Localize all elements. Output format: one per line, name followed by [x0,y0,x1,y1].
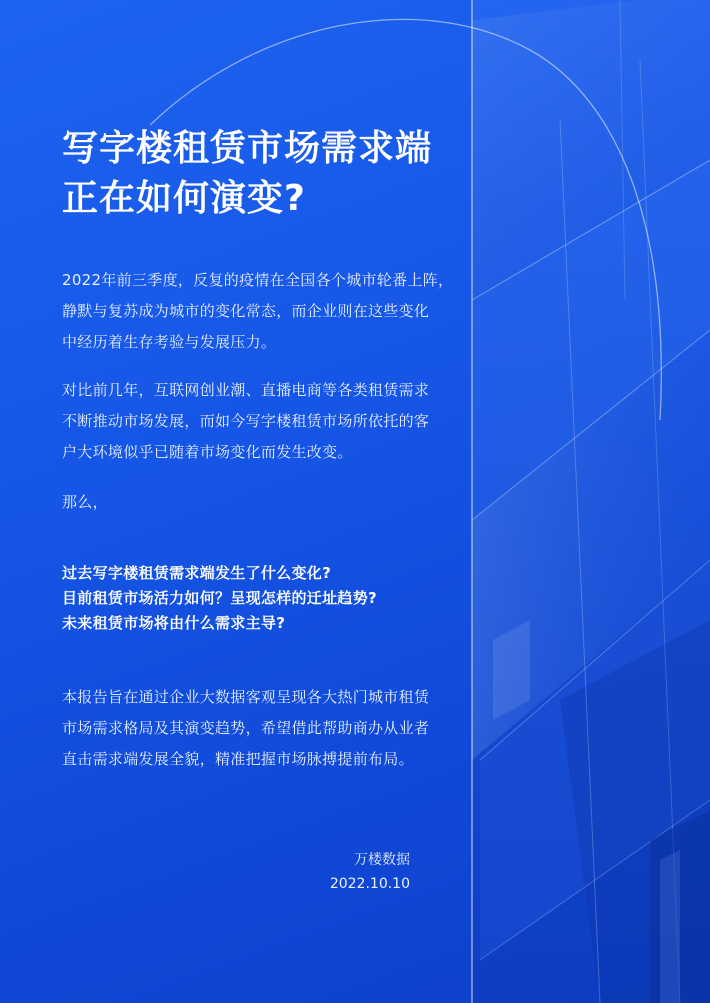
page-title [62,124,432,224]
signature-block [300,848,410,896]
context-paragraph [62,375,452,468]
purpose-line-2: 市场需求格局及其演变趋势，希望借此帮助商办从业者 [62,719,430,737]
key-questions-list [62,561,377,636]
question-item: 未来租赁市场将由什么需求主导? [62,614,286,632]
intro-line-1: 2022年前三季度，反复的疫情在全国各个城市轮番上阵， [62,271,454,289]
publish-date: 2022.10.10 [329,876,410,892]
context-line-3: 户大环境似乎已随着市场变化而发生改变。 [62,443,353,461]
purpose-paragraph [62,682,452,775]
intro-paragraph [62,265,452,358]
purpose-line-3: 直击需求端发展全貌，精准把握市场脉搏提前布局。 [62,750,414,768]
context-line-2: 不断推动市场发展，而如今写字楼租赁市场所依托的客 [62,412,430,430]
author-name: 万楼数据 [354,852,410,868]
title-line-2: 正在如何演变? [62,178,306,219]
context-line-1: 对比前几年，互联网创业潮、直播电商等各类租赁需求 [62,381,430,399]
purpose-line-1: 本报告旨在通过企业大数据客观呈现各大热门城市租赁 [62,688,430,706]
intro-line-2: 静默与复苏成为城市的变化常态，而企业则在这些变化 [62,302,430,320]
question-item: 目前租赁市场活力如何？呈现怎样的迁址趋势? [62,589,378,607]
question-item: 过去写字楼租赁需求端发生了什么变化? [62,564,332,582]
title-line-1: 写字楼租赁市场需求端 [62,128,433,169]
intro-line-3: 中经历着生存考验与发展压力。 [62,333,277,351]
transition-text: 那么， [62,493,108,511]
